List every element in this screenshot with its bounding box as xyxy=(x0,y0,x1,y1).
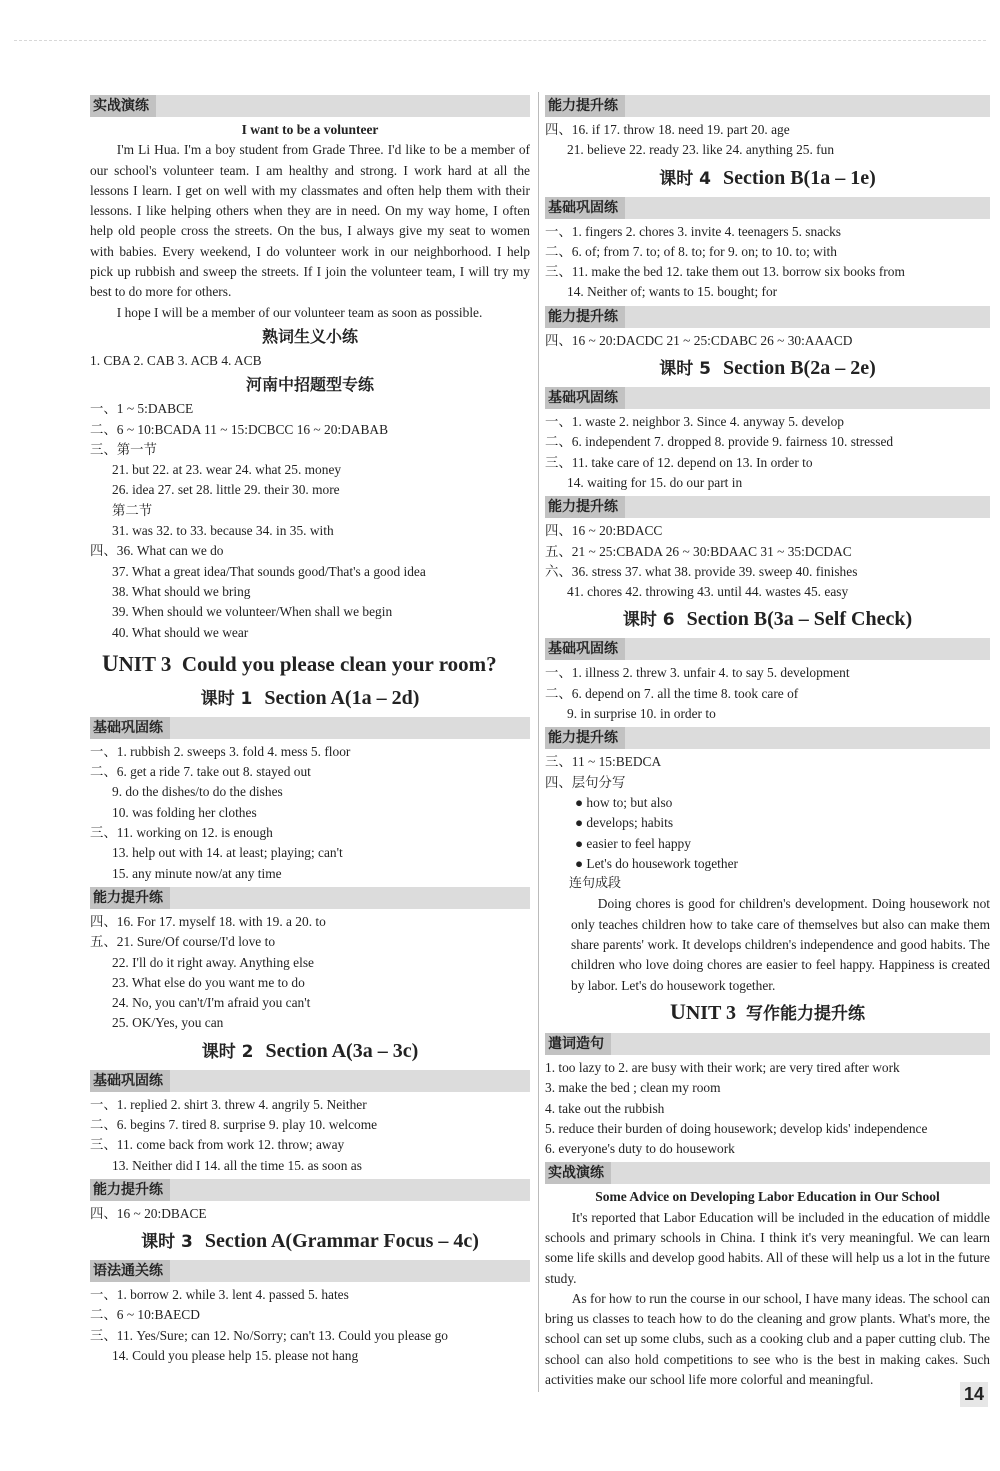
answer-line: 14. waiting for 15. do our part in xyxy=(567,474,743,490)
answer-line: 四、16 ~ 20:DBACE xyxy=(90,1205,207,1221)
section-label: 基础巩固练 xyxy=(545,387,990,409)
section-label: 语法通关练 xyxy=(90,1260,530,1282)
section-label: 能力提升练 xyxy=(545,727,990,749)
answer-line: 38. What should we bring xyxy=(112,583,251,599)
answer-line: 23. What else do you want me to do xyxy=(112,974,305,990)
section-label: 实战演练 xyxy=(90,95,530,117)
answer-line: 22. I'll do it right away. Anything else xyxy=(112,954,315,970)
section-label: 遣词造句 xyxy=(545,1033,990,1055)
answer-line: 二、6 ~ 10:BCADA 11 ~ 15:DCBCC 16 ~ 20:DABAB xyxy=(90,421,389,437)
answer-line: 21. but 22. at 23. wear 24. what 25. money xyxy=(112,462,342,478)
answer-line: 二、6 ~ 10:BAECD xyxy=(90,1307,200,1323)
section-label: 能力提升练 xyxy=(545,95,990,117)
essay-title: I want to be a volunteer xyxy=(241,122,379,137)
answer-line: 三、11. take care of 12. depend on 13. In order to xyxy=(545,454,813,470)
answer-line: 21. believe 22. ready 23. like 24. anything 25. fun xyxy=(567,142,835,158)
answer-line: 一、1 ~ 5:DABCE xyxy=(90,401,194,417)
answer-line: 26. idea 27. set 28. little 29. their 30. more xyxy=(112,482,340,498)
unit-title: UNIT 3 写作能力提升练 xyxy=(669,998,866,1024)
bullet-item: ● easier to feel happy xyxy=(575,835,691,851)
answer-line: 41. chores 42. throwing 43. until 44. wastes 45. easy xyxy=(567,584,849,600)
answer-line: 三、11. make the bed 12. take them out 13. borrow six books from xyxy=(545,264,905,280)
answer-line: 一、1. illness 2. threw 3. unfair 4. to say 5. development xyxy=(545,665,850,681)
answer-line: 四、36. What can we do xyxy=(90,543,224,559)
answer-line: 一、1. fingers 2. chores 3. invite 4. teenagers 5. snacks xyxy=(545,223,842,239)
answer-line: 一、1. replied 2. shirt 3. threw 4. angrily 5. Neither xyxy=(90,1096,367,1112)
subsection-label: 连句成段 xyxy=(569,876,622,892)
answer-line: 第二节 xyxy=(112,502,153,518)
answer-line: 三、11 ~ 15:BEDCA xyxy=(545,754,662,770)
unit-title: UNIT 3 Could you please clean your room? xyxy=(102,650,497,676)
answer-line: 五、21. Sure/Of course/I'd love to xyxy=(90,934,276,950)
section-label: 基础巩固练 xyxy=(545,197,990,219)
answer-line: 四、16 ~ 20:BDACC xyxy=(545,523,663,539)
page-number: 14 xyxy=(960,1382,988,1407)
section-heading: 河南中招题型专练 xyxy=(245,375,374,395)
answer-line: 3. make the bed ; clean my room xyxy=(545,1080,721,1096)
section-label: 实战演练 xyxy=(545,1162,990,1184)
answer-line: 三、11. Yes/Sure; can 12. No/Sorry; can't 13. Could you please go xyxy=(90,1327,448,1343)
lesson-heading: 课时 6 Section B(3a – Self Check) xyxy=(622,608,913,631)
answer-line: 25. OK/Yes, you can xyxy=(112,1015,224,1031)
answer-line: 5. reduce their burden of doing housework; develop kids' independence xyxy=(545,1120,928,1136)
answer-line: 三、11. come back from work 12. throw; away xyxy=(90,1137,345,1153)
answer-line: 6. everyone's duty to do housework xyxy=(545,1141,735,1157)
answer-line: 六、36. stress 37. what 38. provide 39. sweep 40. finishes xyxy=(545,563,858,579)
essay-paragraph: As for how to run the course in our school, I have many ideas. The school can bring us classes to teach how to do the cleaning and grow plants. What's more, the school can set up some clubs, such as a cooking club and a paper cutting club. The school can also hold competitions to see who is the best in making cakes. Such activities make our school life more colorful and meaningful. xyxy=(545,1290,990,1388)
lesson-heading: 课时 1 Section A(1a – 2d) xyxy=(200,686,420,709)
answer-line: 五、21 ~ 25:CBADA 26 ~ 30:BDAAC 31 ~ 35:DCDAC xyxy=(545,543,852,559)
answer-line: 四、16 ~ 20:DACDC 21 ~ 25:CDABC 26 ~ 30:AAACD xyxy=(545,332,853,348)
left-column xyxy=(90,92,530,1366)
column-divider xyxy=(538,92,539,1392)
page-top-rule xyxy=(14,40,986,41)
answer-line: 1. CBA 2. CAB 3. ACB 4. ACB xyxy=(90,352,262,368)
answer-line: 一、1. waste 2. neighbor 3. Since 4. anyway 5. develop xyxy=(545,414,844,430)
answer-line: 二、6. of; from 7. to; of 8. to; for 9. on; to 10. to; with xyxy=(545,243,837,259)
section-heading: 熟词生义小练 xyxy=(261,326,358,346)
answer-line: 9. do the dishes/to do the dishes xyxy=(112,784,283,800)
section-label: 能力提升练 xyxy=(545,496,990,518)
answer-line: 40. What should we wear xyxy=(112,624,249,640)
section-label: 能力提升练 xyxy=(90,1179,530,1201)
bullet-item: ● develops; habits xyxy=(575,815,674,831)
answer-line: 13. help out with 14. at least; playing; can't xyxy=(112,845,343,861)
answer-line: 4. take out the rubbish xyxy=(545,1100,665,1116)
answer-line: 13. Neither did I 14. all the time 15. as soon as xyxy=(112,1157,362,1173)
bullet-item: ● Let's do housework together xyxy=(575,855,738,871)
answer-line: 14. Could you please help 15. please not hang xyxy=(112,1348,359,1364)
lesson-heading: 课时 2 Section A(3a – 3c) xyxy=(201,1039,419,1062)
section-label: 能力提升练 xyxy=(90,887,530,909)
right-column xyxy=(545,92,990,1390)
answer-line: 四、16. if 17. throw 18. need 19. part 20. age xyxy=(545,122,790,137)
essay-title: Some Advice on Developing Labor Education in Our School xyxy=(595,1189,940,1205)
lesson-heading: 课时 4 Section B(1a – 1e) xyxy=(659,166,876,189)
answer-line: 一、1. rubbish 2. sweeps 3. fold 4. mess 5. floor xyxy=(90,743,351,759)
answer-line: 15. any minute now/at any time xyxy=(112,865,282,881)
essay-paragraph: I hope I will be a member of our volunteer team as soon as possible. xyxy=(116,304,483,320)
answer-line: 37. What a great idea/That sounds good/That's a good idea xyxy=(112,563,426,579)
answer-line: 14. Neither of; wants to 15. bought; for xyxy=(567,284,778,300)
answer-line: 1. too lazy to 2. are busy with their work; are very tired after work xyxy=(545,1059,900,1075)
lesson-heading: 课时 5 Section B(2a – 2e) xyxy=(659,357,876,380)
answer-line: 二、6. depend on 7. all the time 8. took care of xyxy=(545,685,799,701)
section-label: 基础巩固练 xyxy=(90,717,530,739)
answer-line: 四、16. For 17. myself 18. with 19. a 20. to xyxy=(90,913,326,929)
section-label: 基础巩固练 xyxy=(545,638,990,660)
model-paragraph: Doing chores is good for children's development. Doing housework not only teaches children how to take care of themselves but also can make them share parents' work. It develops children's independence and good habits. The children who love doing chores are easier to feel happy. Happiness is created by labor. Let's do housework together. xyxy=(571,896,990,993)
essay-paragraph: It's reported that Labor Education will be included in the education of middle schools and primary schools in China. I think it's very meaningful. We can learn some life skills and develop good habits. All of these will help us a lot in the future study. xyxy=(545,1209,990,1286)
answer-line: 三、11. working on 12. is enough xyxy=(90,825,273,841)
answer-line: 9. in surprise 10. in order to xyxy=(567,706,716,722)
answer-line: 39. When should we volunteer/When shall we begin xyxy=(112,604,393,620)
answer-line: 三、第一节 xyxy=(90,441,157,457)
answer-line: 24. No, you can't/I'm afraid you can't xyxy=(112,995,311,1011)
lesson-heading: 课时 3 Section A(Grammar Focus – 4c) xyxy=(141,1230,479,1253)
henan-answers xyxy=(90,399,530,643)
bullet-item: ● how to; but also xyxy=(575,794,673,810)
section-label: 基础巩固练 xyxy=(90,1070,530,1092)
answer-line: 四、层句分写 xyxy=(545,774,626,790)
answer-line: 一、1. borrow 2. while 3. lent 4. passed 5. hates xyxy=(90,1287,349,1303)
answer-line: 二、6. independent 7. dropped 8. provide 9. fairness 10. stressed xyxy=(545,434,894,450)
answer-line: 10. was folding her clothes xyxy=(112,804,257,820)
answer-line: 二、6. get a ride 7. take out 8. stayed out xyxy=(90,764,311,780)
essay-paragraph: I'm Li Hua. I'm a boy student from Grade Three. I'd like to be a member of our school's volunteer team. I am healthy and strong. I work hard at all the lessons I learn. I get on well with my classmates and often help them with their lessons. I like helping others when they are in need. On my way home, I often help old people cross the streets. On the bus, I always give my seat to women with babies. Every weekend, I do volunteer work in our neighborhood. I help pick up rubbish and sweep the streets. If I join the volunteer team, I will try my best to do more for others. xyxy=(90,142,530,300)
answer-line: 二、6. begins 7. tired 8. surprise 9. play 10. welcome xyxy=(90,1116,378,1132)
section-label: 能力提升练 xyxy=(545,306,990,328)
answer-line: 31. was 32. to 33. because 34. in 35. with xyxy=(112,523,334,539)
